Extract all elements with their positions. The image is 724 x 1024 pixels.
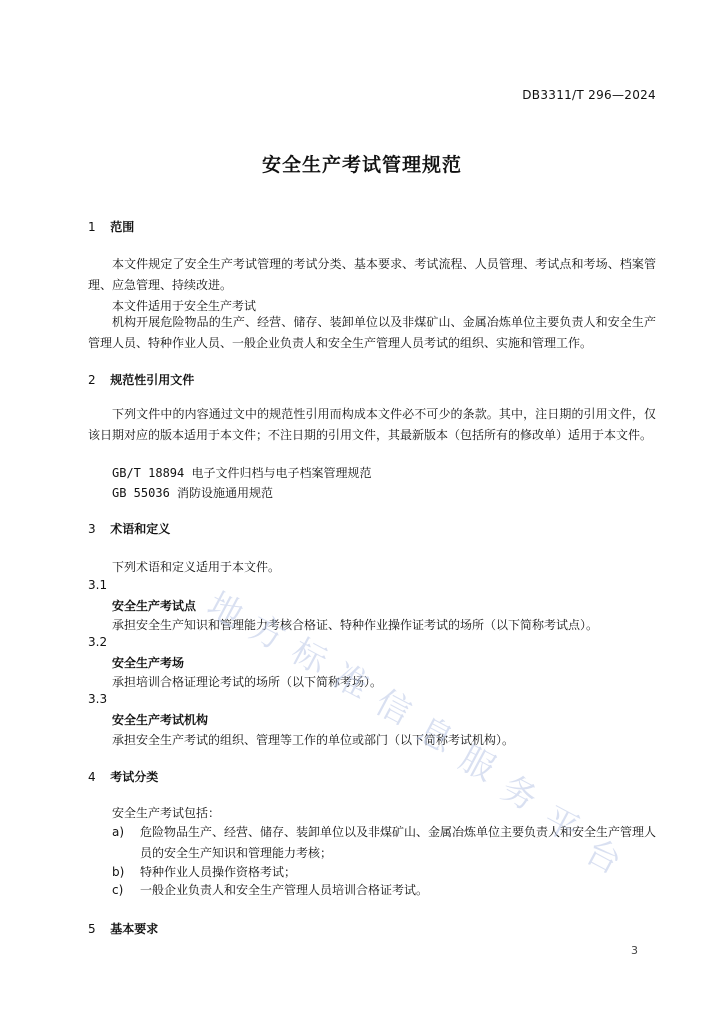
section-5-heading: [88, 920, 158, 937]
section-2-paragraph: 下列文件中的内容通过文中的规范性引用而构成本文件必不可少的条款。其中，注日期的引用文件，仅该日期对应的版本适用于本文件；不注日期的引用文件，其最新版本（包括所有的修改单）适用于本文件。: [88, 407, 656, 442]
section-1-applicability-continued: 机构开展危险物品的生产、经营、储存、装卸单位以及非煤矿山、金属冶炼单位主要负责人和安全生产管理人员、特种作业人员、一般企业负责人和安全生产管理人员考试的组织、实施和管理工作。: [88, 315, 656, 350]
section-2-heading: [88, 371, 194, 388]
document-code: DB3311/T 296—2024: [522, 88, 656, 102]
document-title: 安全生产考试管理规范: [261, 154, 462, 176]
watermark-char: 息: [410, 709, 460, 761]
list-text: 特种作业人员操作资格考试；: [140, 865, 297, 879]
term-number: 3.1: [88, 578, 108, 592]
section-1-paragraph: 本文件规定了安全生产考试管理的考试分类、基本要求、考试流程、人员管理、考试点和考场、档案管理、应急管理、持续改进。: [88, 257, 656, 292]
section-number: 2: [88, 373, 96, 387]
section-number: 4: [88, 770, 96, 784]
term-name: 安全生产考试点: [112, 599, 197, 613]
list-text: 危险物品生产、经营、储存、装卸单位以及非煤矿山、金属冶炼单位主要负责人和安全生产管理人员的安全生产知识和管理能力考核；: [140, 825, 657, 860]
term-number: 3.2: [88, 635, 108, 649]
watermark-char: 标: [284, 631, 334, 683]
watermark-char: 台: [578, 831, 628, 883]
section-title: 术语和定义: [110, 522, 171, 536]
section-1-applicability: 本文件适用于安全生产考试: [112, 299, 257, 313]
section-number: 5: [88, 922, 96, 936]
watermark-char: 准: [326, 656, 376, 708]
watermark-char: 信: [368, 682, 418, 734]
term-name: 安全生产考场: [112, 656, 185, 670]
list-item: [112, 822, 656, 864]
page-number: 3: [631, 944, 638, 957]
list-marker: b): [112, 865, 125, 879]
list-text: 一般企业负责人和安全生产管理人员培训合格证考试。: [140, 883, 429, 897]
term-name: 安全生产考试机构: [112, 713, 209, 727]
watermark-char: 平: [536, 799, 586, 851]
reference-item: GB/T 18894 电子文件归档与电子档案管理规范: [112, 466, 372, 480]
watermark-char: 服: [452, 738, 502, 790]
term-number: 3.3: [88, 692, 108, 706]
section-title: 范围: [110, 220, 135, 234]
reference-item: GB 55036 消防设施通用规范: [112, 486, 274, 500]
section-number: 1: [88, 220, 96, 234]
section-number: 3: [88, 522, 96, 536]
section-3-heading: [88, 520, 170, 537]
term-definition: 承担安全生产考试的组织、管理等工作的单位或部门（以下简称考试机构）。: [112, 733, 515, 747]
section-title: 规范性引用文件: [110, 373, 195, 387]
watermark-char: 方: [242, 607, 292, 659]
section-title: 基本要求: [110, 922, 159, 936]
section-4-intro: 安全生产考试包括：: [112, 806, 221, 820]
watermark-char: 务: [494, 768, 544, 820]
term-definition: 承担培训合格证理论考试的场所（以下简称考场）。: [112, 675, 383, 689]
section-4-heading: [88, 768, 158, 785]
watermark-char: 地: [200, 584, 250, 636]
section-3-intro: 下列术语和定义适用于本文件。: [112, 560, 281, 574]
section-1-heading: [88, 218, 134, 235]
term-definition: 承担安全生产知识和管理能力考核合格证、特种作业操作证考试的场所（以下简称考试点）。: [112, 618, 599, 632]
section-title: 考试分类: [110, 770, 159, 784]
list-item: [112, 880, 656, 901]
list-marker: c): [112, 883, 124, 897]
list-marker: a): [112, 825, 125, 839]
